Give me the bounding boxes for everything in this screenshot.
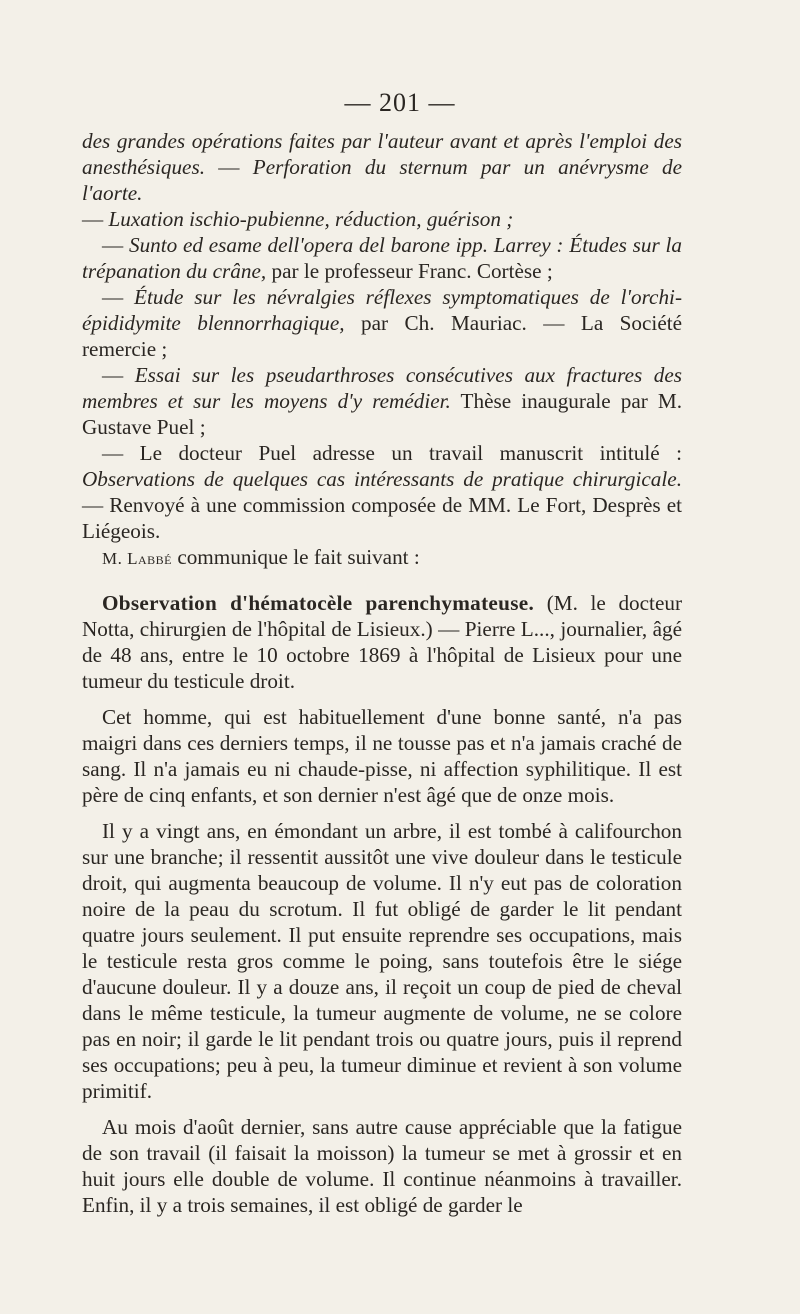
- italic-title: Sunto ed esame dell'opera del barone ipp. Larrey : Études sur la trépanation du crâne,: [82, 233, 683, 283]
- paragraph: Cet homme, qui est habituellement d'une bonne santé, n'a pas maigri dans ces derniers temps, il ne tousse pas et n'a jamais craché de sang. Il n'a jamais eu ni chaude-pisse, ni affection syphilitique. Il est père de cinq enfants, et son dernier n'est âgé que de onze mois.: [82, 705, 682, 807]
- text-run: par Ch. Mauriac. — La Société remercie ;: [82, 311, 683, 361]
- italic-title: Étude sur les névralgies réflexes symptomatiques de l'orchi-épididymite blennorrhagique,: [82, 285, 682, 335]
- paragraph-gap: [82, 694, 682, 704]
- page-body: [82, 128, 682, 1218]
- italic-title: Essai sur les pseudarthroses consécutives aux fractures des membres et sur les moyens d'y remédier.: [82, 363, 682, 413]
- text-run: Thèse inaugurale par M. Gustave Puel ;: [82, 389, 682, 439]
- text-run: —: [205, 155, 253, 179]
- paragraph: [82, 362, 682, 440]
- paragraph: [82, 544, 682, 572]
- text-run: — Renvoyé à une commission composée de MM. Le Fort, Desprès et Liégeois.: [82, 493, 682, 543]
- paragraph: [82, 206, 682, 232]
- text-run: —: [102, 233, 129, 257]
- paragraph: Il y a vingt ans, en émondant un arbre, il est tombé à califourchon sur une branche; il ressentit aussitôt une vive douleur dans le testicule droit, qui augmenta beaucoup de volume. Il n'y eut pas de coloration noire de la peau du scrotum. Il fut obligé de garder le lit pendant quatre jours seulement. Il put ensuite reprendre ses occupations, mais le testicule resta gros comme le poing, sans toutefois être le siége d'aucune douleur. Il y a douze ans, il reçoit un coup de pied de cheval dans le même testicule, la tumeur augmente de volume, ne se colore pas en noir; il garde le lit pendant trois ou quatre jours, puis il reprend ses occupations; peu à peu, la tumeur diminue et revient à son volume primitif.: [82, 819, 682, 1103]
- text-run: — Le docteur Puel adresse un travail manuscrit intitulé :: [102, 441, 682, 465]
- paragraph: [82, 232, 682, 284]
- paragraph: [82, 284, 682, 362]
- paragraph: Au mois d'août dernier, sans autre cause appréciable que la fatigue de son travail (il faisait la moisson) la tumeur se met à grossir et en huit jours elle double de volume. Il continue néanmoins à travailler. Enfin, il y a trois semaines, il est obligé de garder le: [82, 1115, 682, 1217]
- section-gap: [82, 572, 682, 590]
- italic-title: Observations de quelques cas intéressants de pratique chirurgicale.: [82, 467, 682, 491]
- paragraph-gap: [82, 1104, 682, 1114]
- text-run: (M. le docteur Notta, chirurgien de l'hôpital de Lisieux.) — Pierre L..., journalier, âgé de 48 ans, entre le 10 octobre 1869 à l'hôpital de Lisieux pour une tumeur du testicule droit.: [82, 591, 682, 693]
- paragraph: [82, 440, 682, 544]
- text-run: par le professeur Franc. Cortèse ;: [266, 259, 553, 283]
- page-number: — 201 —: [344, 88, 456, 117]
- paragraph: [82, 128, 682, 206]
- text-run: —: [102, 285, 135, 309]
- text-run: —: [102, 363, 135, 387]
- paragraph-gap: [82, 808, 682, 818]
- italic-title: Luxation ischio-pubienne, réduction, guérison ;: [108, 207, 514, 231]
- text-run: communique le fait suivant :: [172, 545, 420, 569]
- italic-title: Perforation du sternum par un anévrysme de l'aorte.: [82, 155, 683, 205]
- text-run: —: [82, 207, 109, 231]
- observation-heading: Observation d'hématocèle parenchymateuse.: [102, 591, 535, 615]
- speaker-name: M. Labbé: [102, 549, 173, 568]
- paragraph: [82, 590, 682, 694]
- italic-title: des grandes opérations faites par l'auteur avant et après l'emploi des anesthésiques.: [82, 129, 682, 179]
